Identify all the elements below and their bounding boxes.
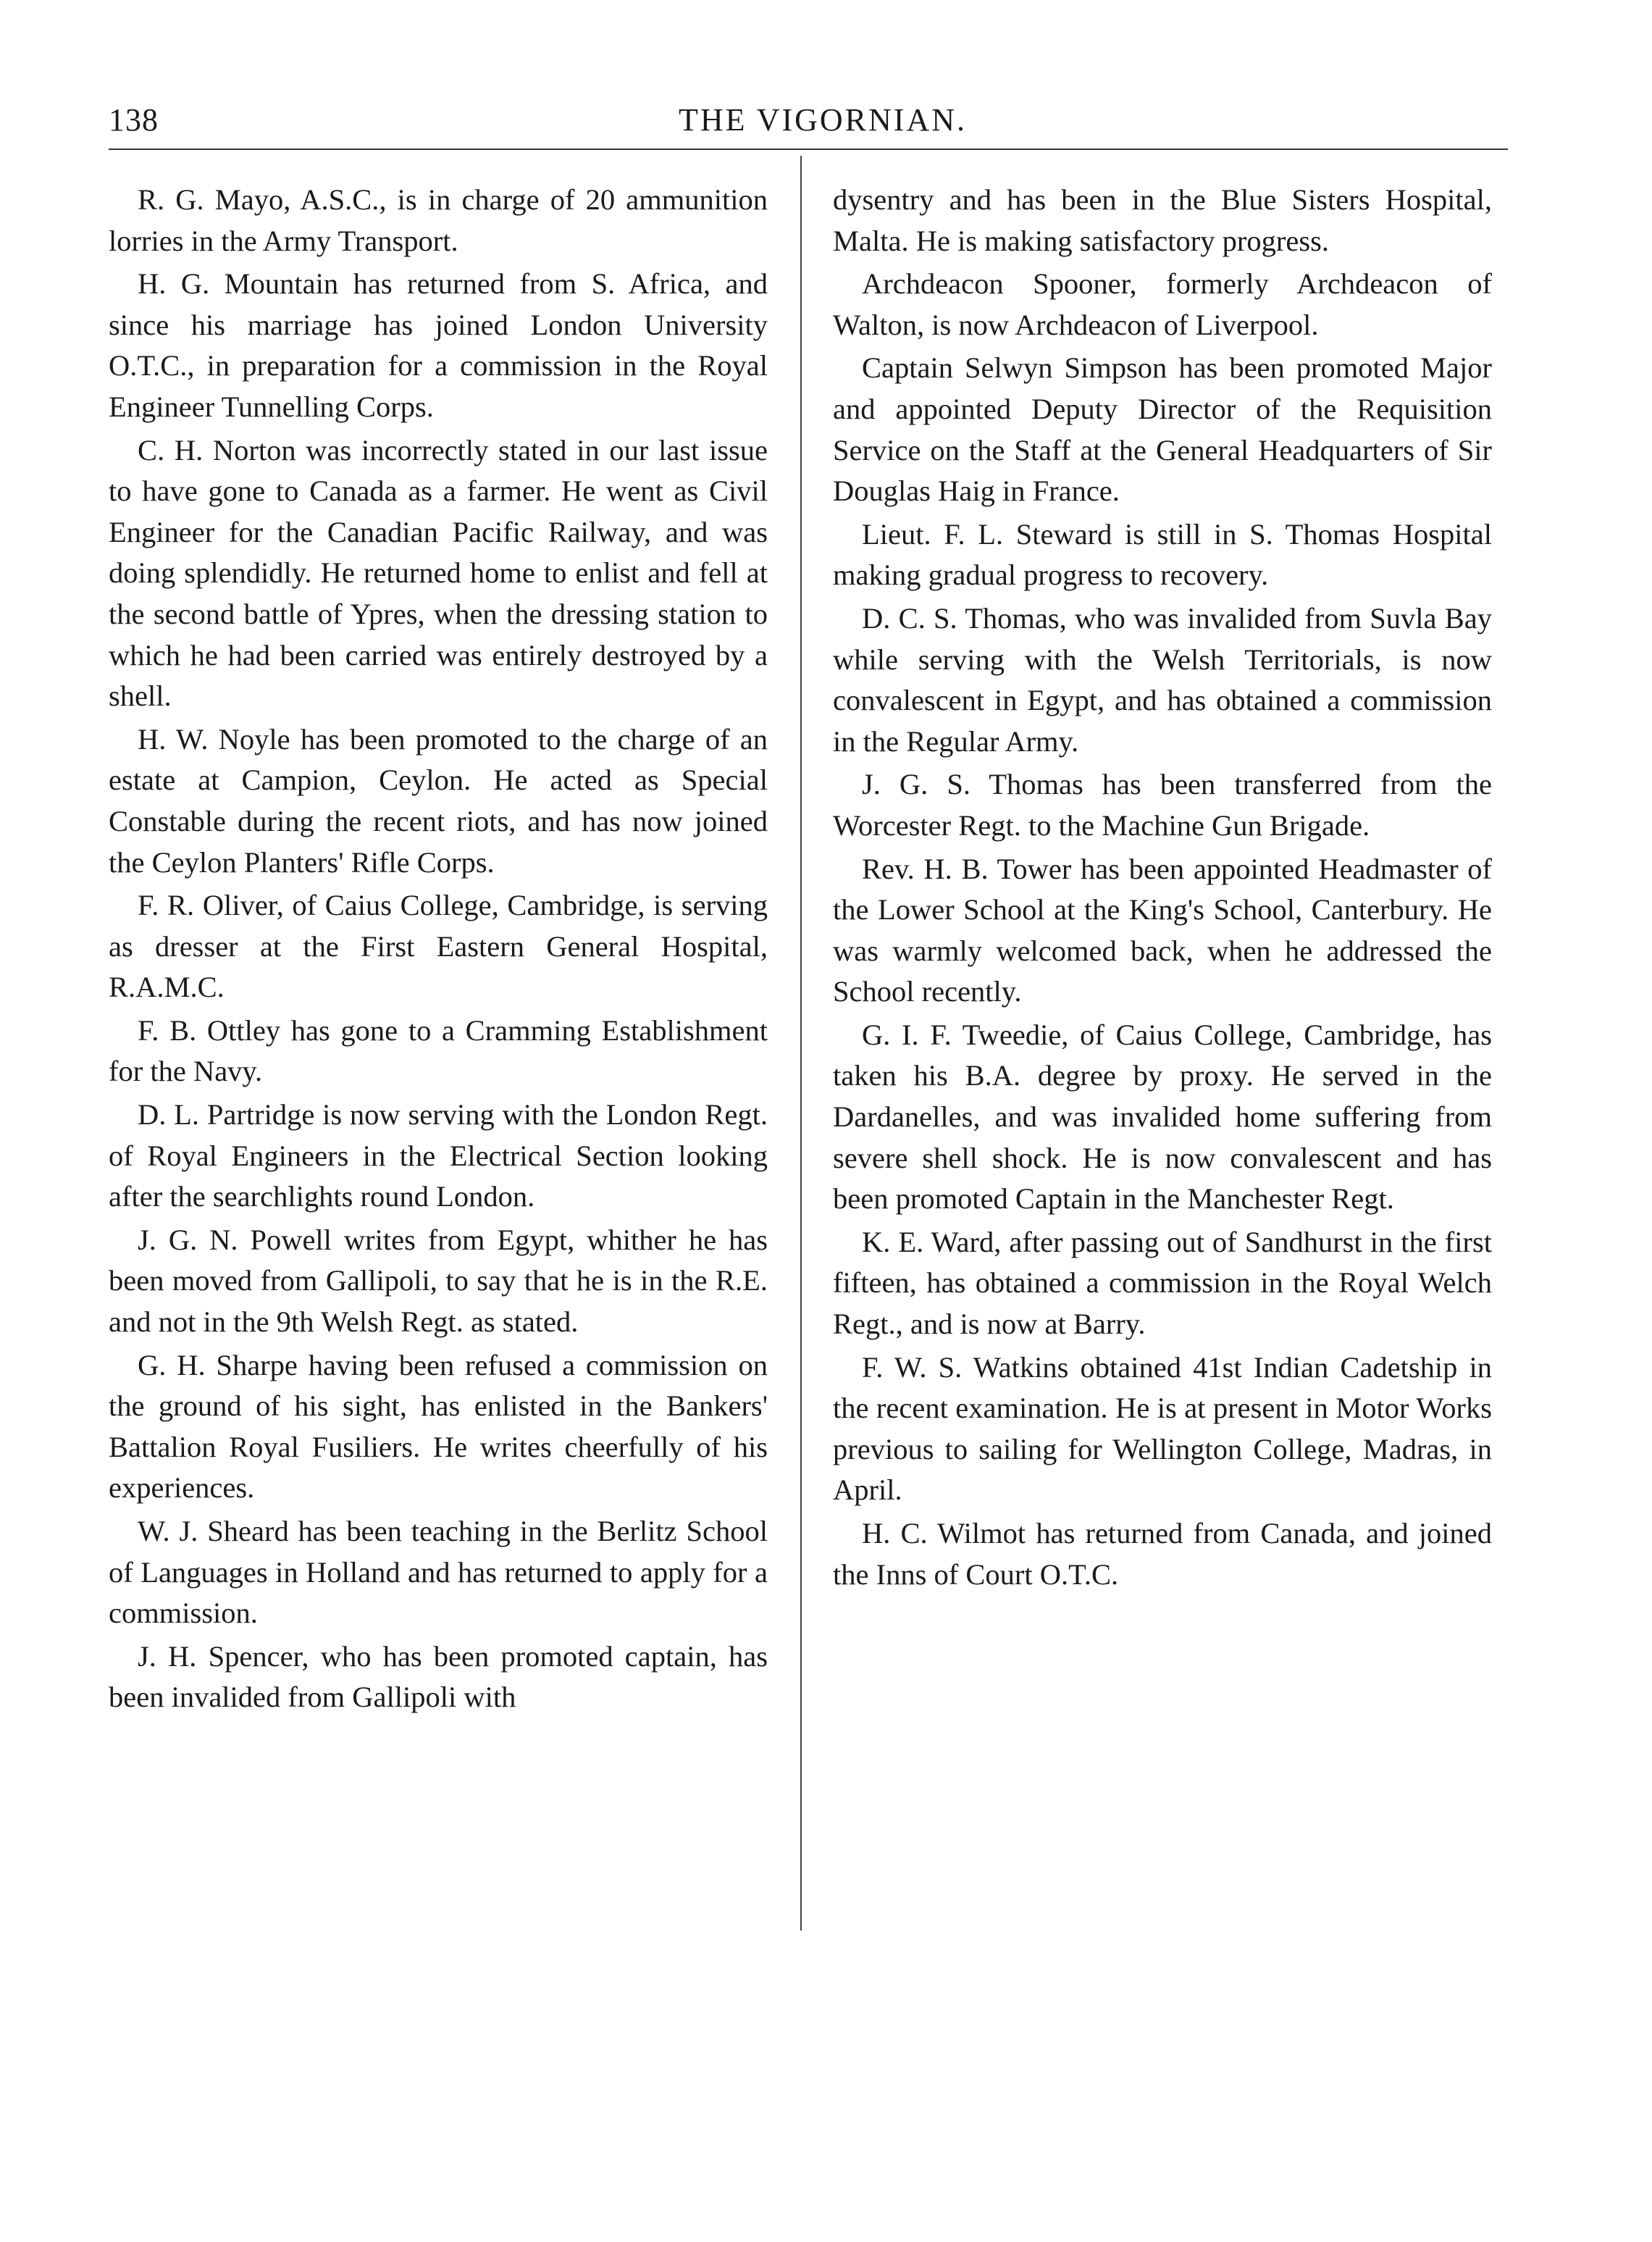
paragraph-ottley: F. B. Ottley has gone to a Cramming Establishment for the Navy. (109, 1013, 768, 1088)
paragraph-spencer: J. H. Spencer, who has been promoted captain, has been invalided from Gallipoli with (109, 1639, 768, 1714)
column-divider (800, 156, 802, 1931)
header-rule (109, 149, 1508, 150)
paragraph-powell: J. G. N. Powell writes from Egypt, whither he has been moved from Gallipoli, to say that he is in the R.E. and not in the 9th Welsh Regt. as stated. (109, 1223, 768, 1339)
paragraph-jgs-thomas: J. G. S. Thomas has been transferred from the Worcester Regt. to the Machine Gun Brigade. (833, 768, 1492, 842)
paragraph-mountain: H. G. Mountain has returned from S. Africa, and since his marriage has joined London University O.T.C., in preparation for a commission in the Royal Engineer Tunnelling Corps. (109, 267, 768, 423)
paragraph-simpson: Captain Selwyn Simpson has been promoted Major and appointed Deputy Director of the Requisition Service on the Staff at the General Headquarters of Sir Douglas Haig in France. (833, 351, 1492, 508)
paragraph-watkins: F. W. S. Watkins obtained 41st Indian Cadetship in the recent examination. He is at present in Motor Works previous to sailing for Wellington College, Madras, in April. (833, 1350, 1492, 1507)
paragraph-tower: Rev. H. B. Tower has been appointed Headmaster of the Lower School at the King's School, Canterbury. He was warmly welcomed back, when he addressed the School recently. (833, 852, 1492, 1008)
paragraph-wilmot: H. C. Wilmot has returned from Canada, and joined the Inns of Court O.T.C. (833, 1517, 1492, 1591)
page-header (109, 101, 1508, 145)
paragraph-sharpe: G. H. Sharpe having been refused a commission on the ground of his sight, has enlisted in the Bankers' Battalion Royal Fusiliers. He writes cheerfully of his experiences. (109, 1348, 768, 1505)
paragraph-partridge: D. L. Partridge is now serving with the London Regt. of Royal Engineers in the Electrical Section looking after the searchlights round London. (109, 1098, 768, 1213)
paragraph-steward: Lieut. F. L. Steward is still in S. Thomas Hospital making gradual progress to recovery. (833, 517, 1492, 592)
paragraph-sheard: W. J. Sheard has been teaching in the Berlitz School of Languages in Holland and has returned to apply for a commission. (109, 1515, 768, 1630)
right-column (833, 180, 1492, 1597)
paragraph-dcs-thomas: D. C. S. Thomas, who was invalided from Suvla Bay while serving with the Welsh Territorials, is now convalescent in Egypt, and has obtained a commission in the Regular Army. (833, 601, 1492, 758)
page-number: 138 (109, 102, 159, 138)
paragraph-oliver: F. R. Oliver, of Caius College, Cambridge, is serving as dresser at the First Eastern General Hospital, R.A.M.C. (109, 889, 768, 1004)
paragraph-tweedie: G. I. F. Tweedie, of Caius College, Cambridge, has taken his B.A. degree by proxy. He served in the Dardanelles, and was invalided home suffering from severe shell shock. He is now convalescent and has been promoted Captain in the Manchester Regt. (833, 1018, 1492, 1216)
paragraph-spooner: Archdeacon Spooner, formerly Archdeacon of Walton, is now Archdeacon of Liverpool. (833, 267, 1492, 341)
paragraph-spencer-continued: dysentry and has been in the Blue Sisters Hospital, Malta. He is making satisfactory progress. (833, 183, 1492, 257)
left-column (109, 180, 768, 1720)
paragraph-norton: C. H. Norton was incorrectly stated in our last issue to have gone to Canada as a farmer. He went as Civil Engineer for the Canadian Pacific Railway, and was doing splendidly. He returned home to enlist and fell at the second battle of Ypres, when the dressing station to which he had been carried was entirely destroyed by a shell. (109, 433, 768, 713)
paragraph-mayo: R. G. Mayo, A.S.C., is in charge of 20 ammunition lorries in the Army Transport. (109, 183, 768, 257)
paragraph-ward: K. E. Ward, after passing out of Sandhurst in the first fifteen, has obtained a commission in the Royal Welch Regt., and is now at Barry. (833, 1225, 1492, 1341)
page-title: THE VIGORNIAN. (678, 102, 968, 138)
paragraph-noyle: H. W. Noyle has been promoted to the charge of an estate at Campion, Ceylon. He acted as Special Constable during the recent riots, and has now joined the Ceylon Planters' Rifle Corps. (109, 722, 768, 879)
